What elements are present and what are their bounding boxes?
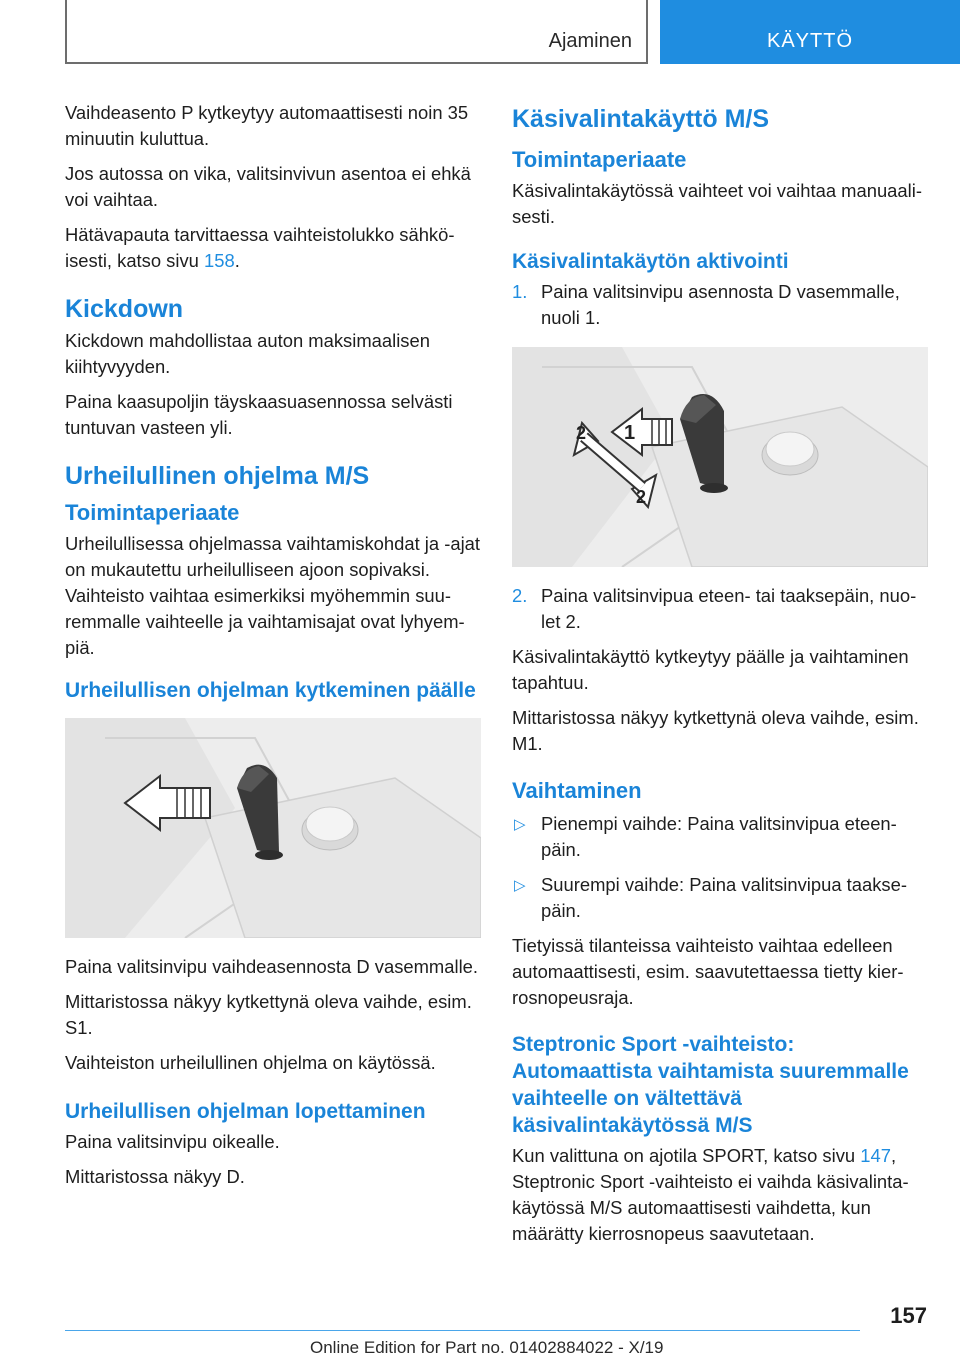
heading-sport-activate: Urheilullisen ohjelman kytkeminen päälle	[65, 679, 476, 702]
heading-sport-program: Urheilullinen ohjelma M/S	[65, 462, 370, 490]
paragraph: Jos autossa on vika, valitsinvivun asentoa ei ehkä voi vaihtaa.	[65, 163, 471, 210]
paragraph: Käsivalintakäytössä vaihteet voi vaihtaa manuaalisesti.	[512, 180, 922, 227]
paragraph: Kun valittuna on ajotila SPORT, katso sivu 147, Steptronic Sport -vaihteisto ei vaihda käsivalintakäytössä M/S automaattisesti vaihdetta, kun määrätty kierrosnopeus saavutetaan.	[512, 1145, 909, 1244]
heading-steptronic: Steptronic Sport -vaihteisto: Automaattista vaihtamista suuremmalle vaihteelle on vältettävä käsivalintakäytössä M/S	[512, 1033, 909, 1137]
footer-divider	[65, 1330, 860, 1331]
header-section-title: Ajaminen	[548, 30, 632, 52]
paragraph: Käsivalintakäyttö kytkeytyy päälle ja vaihtaminen tapahtuu.	[512, 646, 909, 693]
heading-shifting: Vaihtaminen	[512, 778, 642, 803]
paragraph: Tietyissä tilanteissa vaihteisto vaihtaa edelleen automaattisesti, esim. saavutettaessa tietty kierrosnopeusraja.	[512, 935, 904, 1008]
triangle-bullet-icon: ▷	[514, 877, 526, 894]
header-chapter-title: KÄYTTÖ	[766, 30, 853, 52]
arrow-label-2b: 2	[636, 487, 647, 507]
heading-principle: Toimintaperiaate	[65, 500, 240, 525]
paragraph: Paina valitsinvipu vaihdeasennosta D vasemmalle.	[65, 956, 478, 977]
right-column	[512, 100, 928, 1256]
list-item: 1. Paina valitsinvipu asennosta D vasemmalle, nuoli 1.	[512, 281, 900, 328]
page-number: 157	[890, 1303, 927, 1328]
paragraph: Paina kaasupoljin täyskaasuasennossa selvästi tuntuvan vasteen yli.	[65, 391, 453, 438]
paragraph: Urheilullisessa ohjelmassa vaihtamiskohdat ja -ajat on mukautettu urheilulliseen ajoon sopivaksi. Vaihteisto vaihtaa esimerkiksi myöhemmin suuremmalle vaihteelle ja vaihtamisajat ovat lyhyempiä.	[65, 533, 481, 658]
footer-edition: Online Edition for Part no. 01402884022 - X/19	[310, 1338, 664, 1357]
list-item: ▷ Pienempi vaihde: Paina valitsinvipua eteenpäin.	[514, 813, 897, 860]
paragraph: Mittaristossa näkyy D.	[65, 1166, 245, 1187]
gear-selector-arrows-illustration	[512, 347, 928, 567]
page-link-158[interactable]: 158	[204, 250, 235, 271]
left-column	[65, 100, 485, 1199]
arrow-label-1: 1	[624, 422, 636, 444]
heading-manual-activate: Käsivalintakäytön aktivointi	[512, 250, 789, 273]
paragraph: Vaihdeasento P kytkeytyy automaattisesti noin 35 minuutin kuluttua.	[65, 102, 469, 149]
heading-kickdown: Kickdown	[65, 295, 184, 323]
paragraph: Vaihteiston urheilullinen ohjelma on käytössä.	[65, 1052, 436, 1073]
header-chapter-tab	[660, 0, 960, 64]
paragraph: Hätävapauta tarvittaessa vaihteistolukko sähköisesti, katso sivu 158.	[65, 224, 455, 271]
heading-manual-mode: Käsivalintakäyttö M/S	[512, 105, 770, 133]
heading-principle: Toimintaperiaate	[512, 147, 687, 172]
list-item: ▷ Suurempi vaihde: Paina valitsinvipua taaksepäin.	[514, 874, 907, 921]
header-section-box	[65, 0, 648, 64]
triangle-bullet-icon: ▷	[514, 816, 526, 833]
heading-sport-deactivate: Urheilullisen ohjelman lopettaminen	[65, 1100, 426, 1123]
paragraph: Paina valitsinvipu oikealle.	[65, 1131, 280, 1152]
list-item: 2. Paina valitsinvipua eteen- tai taaksepäin, nuolet 2.	[512, 585, 917, 632]
paragraph: Kickdown mahdollistaa auton maksimaalisen kiihtyvyyden.	[65, 330, 430, 377]
paragraph: Mittaristossa näkyy kytkettynä oleva vaihde, esim. S1.	[65, 991, 472, 1038]
paragraph: Mittaristossa näkyy kytkettynä oleva vaihde, esim. M1.	[512, 707, 919, 754]
page-link-147[interactable]: 147	[860, 1145, 891, 1166]
arrow-label-2a: 2	[576, 423, 587, 443]
gear-selector-illustration	[65, 718, 481, 938]
